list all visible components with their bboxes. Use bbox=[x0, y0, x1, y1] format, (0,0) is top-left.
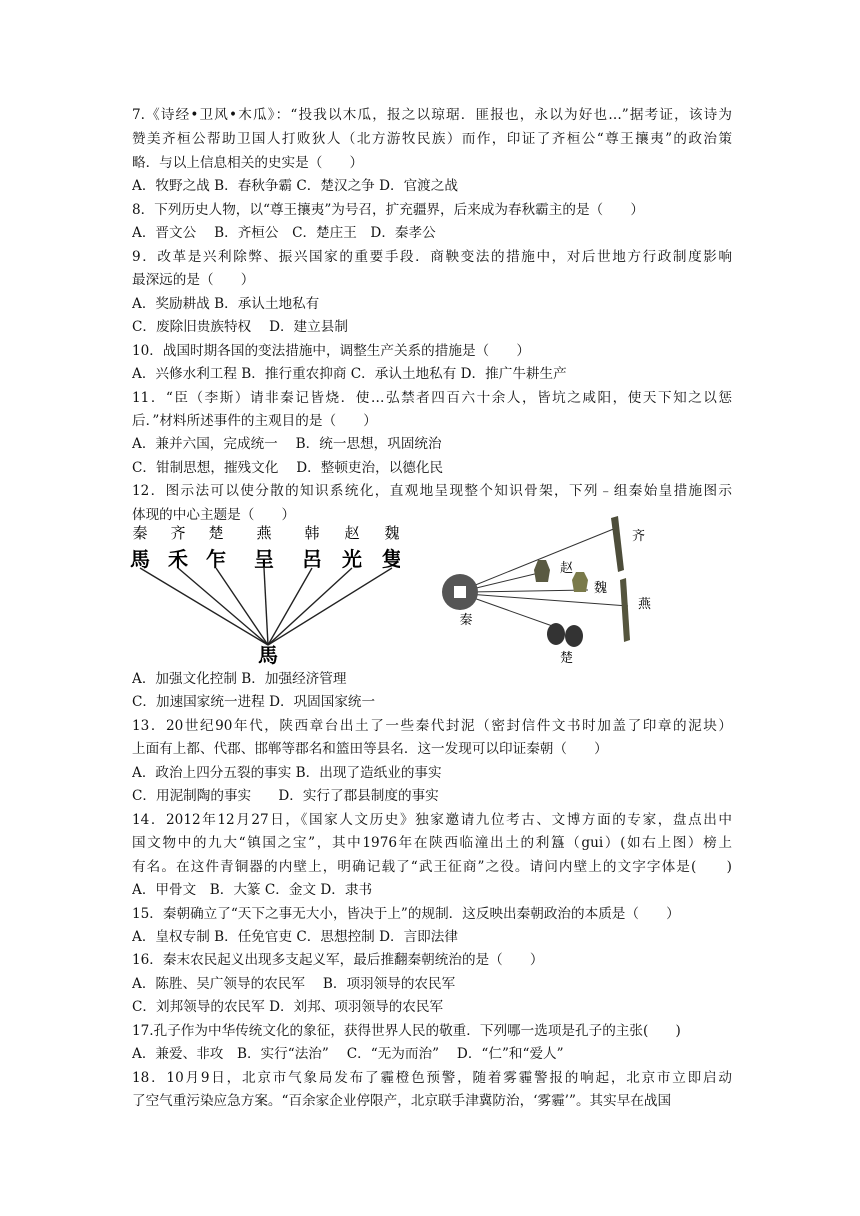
q12-options-cd: C．加速国家统一进程 D．巩固国家统一 bbox=[132, 694, 376, 710]
q11-line-2: 后．”材料所述事件的主观目的是（ ） bbox=[132, 413, 377, 429]
script-glyph-chu: 乍 bbox=[206, 547, 226, 571]
q14-options: A．甲骨文 B．大篆 C．金文 D．隶书 bbox=[132, 882, 373, 898]
q13-options-ab: A．政治上四分五裂的事实 B．出现了造纸业的事实 bbox=[132, 765, 442, 781]
state-label-han: 韩 bbox=[304, 524, 320, 542]
q9-line-2: 最深远的是（ ） bbox=[132, 272, 255, 288]
q9-options-cd: C．废除旧贵族特权 D．建立县制 bbox=[132, 319, 348, 335]
script-glyph-yan: 呈 bbox=[254, 547, 274, 571]
state-label-chu: 楚 bbox=[208, 524, 224, 542]
q11-options-cd: C．钳制思想，摧残文化 D．整顿吏治，以德化民 bbox=[132, 460, 444, 476]
chu-coin-icon-1 bbox=[547, 623, 565, 645]
q18-line-1: 18．10月9日，北京市气象局发布了霾橙色预警，随着雾霾警报的响起，北京市立即启动 bbox=[132, 1070, 732, 1086]
q12-line-1: 12．图示法可以使分散的知识系统化，直观地呈现整个知识骨架，下列﹣组秦始皇措施图示 bbox=[132, 483, 732, 499]
state-label-qi: 齐 bbox=[170, 524, 186, 542]
zhao-label: 赵 bbox=[560, 561, 574, 576]
wei-spade-coin-icon bbox=[572, 572, 588, 592]
q11-options-ab: A．兼并六国，完成统一 B．统一思想，巩固统治 bbox=[132, 436, 442, 452]
q9-line-1: 9．改革是兴利除弊、振兴国家的重要手段．商鞅变法的措施中，对后世地方行政制度影响 bbox=[132, 249, 732, 265]
state-label-qin: 秦 bbox=[132, 524, 148, 542]
zhao-spade-coin-icon bbox=[534, 560, 550, 582]
script-glyph-qi: 禾 bbox=[168, 547, 188, 571]
q14-line-1: 14．2012年12月27日，《国家人文历史》独家邀请九位考古、文博方面的专家，盘点出中 bbox=[132, 812, 732, 828]
unified-script-glyph: 馬 bbox=[258, 643, 278, 665]
q11-line-1: 11．“臣（李斯）请非秦记皆烧．使…弘禁者四百六十余人，皆坑之咸阳，使天下知之以惩 bbox=[132, 390, 732, 406]
q12-line-2: 体现的中心主题是（ ） bbox=[132, 507, 296, 523]
q9-options-ab: A．奖励耕战 B．承认土地私有 bbox=[132, 296, 320, 312]
q7-line-2: 赞美齐桓公帮助卫国人打败狄人（北方游牧民族）而作，印证了齐桓公“尊王攘夷”的政治策 bbox=[132, 131, 732, 147]
q8-options: A．晋文公 B．齐桓公 C．楚庄王 D．秦孝公 bbox=[132, 225, 436, 241]
q8-stem: 8．下列历史人物，以“尊王攘夷”为号召，扩充疆界，后来成为春秋霸主的是（ ） bbox=[132, 202, 644, 218]
q15-stem: 15．秦朝确立了“天下之事无大小，皆决于上”的规制．这反映出秦朝政治的本质是（ ） bbox=[132, 906, 680, 922]
q10-options: A．兴修水利工程 B．推行重农抑商 C．承认土地私有 D．推广牛耕生产 bbox=[132, 366, 567, 382]
q17-stem: 17.孔子作为中华传统文化的象征，获得世界人民的敬重．下列哪一选项是孔子的主张( ) bbox=[132, 1023, 681, 1039]
q15-options: A．皇权专制 B．任免官吏 C．思想控制 D．言即法律 bbox=[132, 929, 458, 945]
qin-label: 秦 bbox=[459, 613, 473, 628]
yan-label: 燕 bbox=[638, 597, 652, 612]
q17-options: A．兼爱、非攻 B．实行“法治” C．“无为而治” D．“仁”和“爱人” bbox=[132, 1046, 564, 1062]
q7-line-1: 7.《诗经•卫风•木瓜》：“投我以木瓜，报之以琼琚．匪报也，永以为好也…”据考证，该诗为 bbox=[132, 107, 732, 123]
q7-line-3: 略．与以上信息相关的史实是（ ） bbox=[132, 155, 364, 171]
q16-options-cd: C．刘邦领导的农民军 D．刘邦、项羽领导的农民军 bbox=[132, 999, 444, 1015]
q13-options-cd: C．用泥制陶的事实 D．实行了郡县制度的事实 bbox=[132, 788, 439, 804]
wei-label: 魏 bbox=[594, 581, 608, 596]
q7-options: A．牧野之战 B．春秋争霸 C．楚汉之争 D．官渡之战 bbox=[132, 178, 458, 194]
script-unification-figure bbox=[130, 520, 400, 665]
yan-knife-coin-icon bbox=[620, 578, 630, 642]
q14-line-2: 国文物中的九大“镇国之宝”，其中1976年在陕西临潼出土的利簋（gui）(如右上图）榜上 bbox=[132, 835, 732, 851]
q16-options-ab: A．陈胜、吴广领导的农民军 B．项羽领导的农民军 bbox=[132, 976, 456, 992]
q16-stem: 16．秦末农民起义出现多支起义军，最后推翻秦朝统治的是（ ） bbox=[132, 952, 544, 968]
q14-line-3: 有名。在这件青铜器的内壁上，明确记载了“武王征商”之役。请问内壁上的文字字体是( ) bbox=[132, 859, 732, 875]
state-label-yan: 燕 bbox=[256, 524, 272, 542]
script-glyph-han: 呂 bbox=[302, 547, 322, 571]
q13-line-2: 上面有上都、代郡、邯郸等郡名和篮田等县名．这一发现可以印证秦朝（ ） bbox=[132, 741, 608, 757]
q12-options-ab: A．加强文化控制 B．加强经济管理 bbox=[132, 671, 347, 687]
q13-line-1: 13．20世纪90年代，陕西章台出土了一些秦代封泥（密封信件文书时加盖了印章的泥块） bbox=[132, 718, 732, 734]
chu-label: 楚 bbox=[560, 651, 574, 666]
chu-coin-icon-2 bbox=[565, 625, 583, 647]
script-glyph-qin: 馬 bbox=[130, 547, 150, 571]
state-label-wei: 魏 bbox=[384, 524, 400, 542]
currency-unification-figure bbox=[428, 510, 658, 668]
qin-coin-hole bbox=[454, 586, 466, 598]
q10-stem: 10．战国时期各国的变法措施中，调整生产关系的措施是（ ） bbox=[132, 343, 530, 359]
q18-line-2: 了空气重污染应急方案。“百余家企业停限产，北京联手津冀防治，‘雾霾’”。其实早在战国 bbox=[132, 1093, 672, 1109]
qi-knife-coin-icon bbox=[611, 516, 624, 572]
script-glyph-wei: 隻 bbox=[382, 547, 400, 571]
state-label-zhao: 赵 bbox=[344, 524, 360, 542]
script-glyph-zhao: 光 bbox=[342, 547, 362, 571]
qi-label: 齐 bbox=[632, 529, 646, 544]
